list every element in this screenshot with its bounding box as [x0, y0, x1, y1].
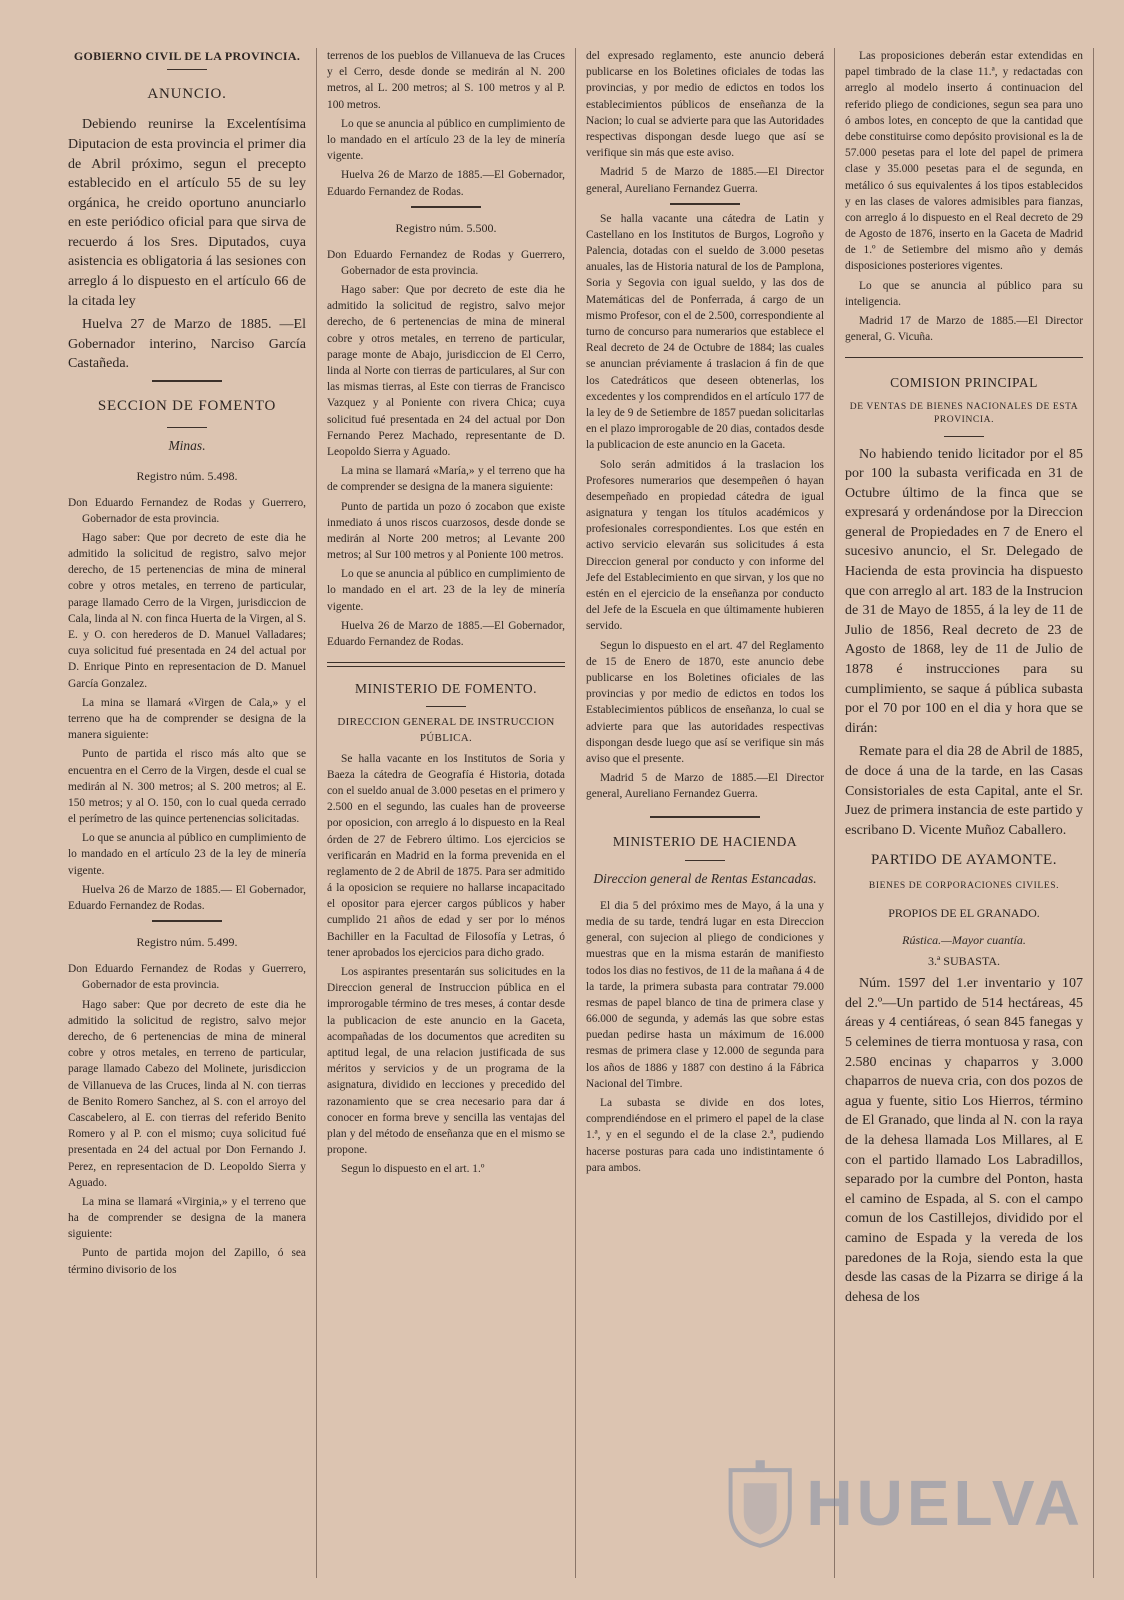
divider: [152, 920, 222, 922]
section-divider: [327, 662, 565, 667]
rustica-label: Rústica.—Mayor cuantía.: [902, 933, 1026, 948]
column-2: [317, 48, 576, 1578]
archive-watermark: [724, 1418, 1084, 1588]
registro-5500-intro: Don Eduardo Fernandez de Rodas y Guerrero, Gobernador de esta provincia.: [327, 248, 565, 277]
divider: [670, 203, 740, 205]
instruccion-cont: del expresado reglamento, este anuncio deberá publicarse en los Boletines oficiales de todas las provincias, y por medio de edictos en todos los establecimientos públicos de enseñanza de la Nacion; lo cual se advierte para que las Autoridades respectivas dispongan desde luego que así se verifique sin más que este aviso.: [586, 50, 824, 160]
anuncio-body: [68, 115, 306, 374]
divider: [426, 706, 466, 707]
registro-5499-intro: Don Eduardo Fernandez de Rodas y Guerrero, Gobernador de esta provincia.: [68, 963, 306, 992]
registro-5500-p3: Punto de partida un pozo ó zocabon que existe inmediato á unos riscos cuarzosos, desde donde se medirán al Norte 200 metros; al Levante 200 metros; al Sur 100 metros y al Poniente 100 metros.: [327, 500, 565, 562]
registro-5498-intro: Don Eduardo Fernandez de Rodas y Guerrero, Gobernador de esta provincia.: [68, 496, 306, 525]
rentas-sign: Madrid 17 de Marzo de 1885.—El Director general, G. Vicuña.: [845, 315, 1083, 344]
divider: [944, 436, 984, 437]
finca-p1: Núm. 1597 del 1.er inventario y 107 del 2.º—Un partido de 514 hectáreas, 45 áreas y 4 centiáreas, ó sean 845 fanegas y 5 celemines de tierra montuosa y rasa, con 2.580 encinas y chaparros y 3.000 chaparros de nueva cria, con dos pozos de agua y fuente, sitio Los Hierros, término de El Granado, que linda al N. con la raya de la dehesa llamada Los Millares, al E con el partido llamado Los Labradillos, separado por la cumbre del Ponton, hasta el camino de Espada, al S. con el campo comun de los Castillejos, dividido por el camino de Espada y la vereda de los paredones de la Roja, siendo esta la que desde las casas de la Pizarra se dirige á la dehesa de los: [845, 976, 1083, 1305]
anuncio-text: Debiendo reunirse la Excelentísima Diputacion de esta provincia el primer dia de Abril próximo, segun el precepto establecido en el artículo 55 de su ley orgánica, he creido oportuno anunciarlo en este periódico oficial para que sirva de recuerdo á los Sres. Diputados, cuya asistencia es obligatoria á las sesiones con arreglo á lo dispuesto en el artículo 66 de la citada ley: [68, 117, 306, 309]
ministerio-fomento-title: MINISTERIO DE FOMENTO.: [354, 681, 538, 697]
instruccion-p2: Los aspirantes presentarán sus solicitudes en la Direccion general de Instruccion pública en el improrogable término de tres meses, á contar desde la publicacion de este anuncio en la Gaceta, acompañadas de los documentos que acrediten su aptitud legal, de una relacion justificada de sus méritos y servicios y de un programa de la asignatura, dividido en lecciones y precedido del razonamiento que se crea necesario para dar á conocer en forma breve y sencilla las ventajas del plan y del método de enseñanza que en el mismo se propone.: [327, 966, 565, 1157]
rentas-p1: El dia 5 del próximo mes de Mayo, á la una y media de su tarde, tendrá lugar en esta Direccion general, con sujecion al pliego de condiciones y muestras que en la misma estarán de manifiesto todos los dias no festivos, de 11 de la mañana á 4 de la tarde, la primera subasta para contratar 79.000 resmas de papel blanco de tina de primera clase y 66.000 de segunda, y además las que sobre estas puedan pedirse hasta un máximum de 16.000 resmas de primera clase y 12.000 de segunda para los años de 1886 y 1887 con destino á la Fábrica Nacional del Timbre.: [586, 899, 824, 1090]
comision-body: [845, 445, 1083, 841]
finca-body: [845, 974, 1083, 1307]
comision-subtitle: DE VENTAS DE BIENES NACIONALES DE ESTA PROVINCIA.: [849, 401, 1079, 426]
instruccion-p1: Se halla vacante en los Institutos de Soria y Baeza la cátedra de Geografía é Historia, dotada con el sueldo anual de 3.000 pesetas en el primero y 2.500 en el segundo, las cuales han de proveerse por oposicion, con arreglo á lo dispuesto en la Real órden de 27 de Febrero último. Los ejercicios se verificarán en Madrid en la forma prevenida en el reglamento de 2 de Abril de 1875. Para ser admitido á la oposicion se requiere no hallarse incapacitado el opositor para ejercer cargos públicos y haber cumplido 21 años de edad y ser por lo ménos Bachiller en la Facultad de Filosofía y Letras, ó tener aprobados los ejercicios para dicho grado.: [327, 752, 565, 959]
registro-5499-cont: terrenos de los pueblos de Villanueva de las Cruces y el Cerro, desde donde se medirán al N. 200 metros, al L. 200 metros; al S. 100 metros y al P. 100 metros.: [327, 50, 565, 111]
registro-5500-p2: La mina se llamará «María,» y el terreno que ha de comprender se designa de la manera siguiente:: [327, 465, 565, 494]
registro-5499-p2: La mina se llamará «Virginia,» y el terreno que ha de comprender se designa de la manera siguiente:: [68, 1195, 306, 1241]
registro-5500-title: Registro núm. 5.500.: [395, 220, 497, 235]
rentas-p3: Las proposiciones deberán estar extendidas en papel timbrado de la clase 11.ª, y redactadas con arreglo al modelo inserto á continuacion del referido pliego de condiciones, segun sea para uno ó ambos lotes, en concepto de que la cantidad que debe constituirse como depósito provisional es la de 57.000 pesetas para el lote del papel de primera clase y 35.000 pesetas para el de segunda, en metálico ó sus equivalentes á los tipos establecidos y en las clases de valores admisibles para fianzas, con arreglo á lo dispuesto en el Real decreto de 29 de Agosto de 1876, inserto en la Gaceta de Madrid de 1.º de Setiembre del mismo año y demás disposiciones posteriores vigentes.: [845, 50, 1083, 273]
divider: [685, 860, 725, 861]
registro-5498-p4: Lo que se anuncia al público en cumplimiento de lo mandado en el artículo 23 de la ley de minería vigente.: [68, 832, 306, 877]
section-divider: [845, 357, 1083, 361]
anuncio-sign: Huelva 27 de Marzo de 1885. —El Gobernador interino, Narciso García Castañeda.: [68, 317, 306, 372]
column-3: [576, 48, 835, 1578]
subasta-label: 3.ª SUBASTA.: [927, 954, 1001, 969]
registro-5499-anuncia: Lo que se anuncia al público en cumplimiento de lo mandado en el artículo 23 de la ley de minería vigente.: [327, 117, 565, 163]
registro-5499-title: Registro núm. 5.499.: [136, 935, 238, 950]
instruccion-sign-1: Madrid 5 de Marzo de 1885.—El Director general, Aureliano Fernandez Guerra.: [586, 166, 824, 195]
instruccion-p3: Segun lo dispuesto en el art. 1.º: [341, 1163, 485, 1176]
fomento-title: SECCION DE FOMENTO: [97, 398, 277, 415]
registro-5500-p1: Hago saber: Que por decreto de este dia he admitido la solicitud de registro, salvo mejor derecho, de 6 pertenencias de mina de mineral cobre y otros metales, en terreno de particular, parage monte de Abajo, jurisdiccion de El Cerro, linda al Norte con tierras de particulares, al Sur con las mismas tierras, al Este con tierras de Francisco Vazquez y al Poniente con rivera Chica; cuya solicitud fué presentada en 24 del actual por Don Fernando Perez Machado, representante de D. Leopoldo Sierra y Aguado.: [327, 284, 565, 458]
vacante-p1: Se halla vacante una cátedra de Latin y Castellano en los Institutos de Burgos, Logroño y Palencia, dotadas con el sueldo de 3.000 pesetas anuales, las de Historia natural de los de Pamplona, Soria y Segovia con igual sueldo, y las dos de Matemáticas del de Ponferrada, á cargo de un mismo Profesor, con el de 2.500, correspondiente al turno de concurso para numerarios que establece el Real decreto de 24 de Octubre de 1884; las cuales se anuncian préviamente á traslacion á fin de que los Catedráticos que deseen obtenerlas, los excedentes y los comprendidos en el artículo 177 de la ley de 9 de Setiembre de 1857 puedan solicitarlas en el plazo improrogable de 20 dias, contados desde la publicacion de este anuncio en la Gaceta.: [586, 212, 824, 452]
coat-of-arms-icon: [724, 1433, 796, 1573]
registro-5498-sign: Huelva 26 de Marzo de 1885.— El Gobernador, Eduardo Fernandez de Rodas.: [68, 883, 306, 913]
propios-title: PROPIOS DE EL GRANADO.: [888, 906, 1040, 921]
registro-5498-title: Registro núm. 5.498.: [136, 468, 238, 483]
registro-5498-p2: La mina se llamará «Virgen de Cala,» y el terreno que ha de comprender se designa de la manera siguiente:: [68, 696, 306, 742]
divider: [167, 427, 207, 428]
divider: [650, 816, 760, 818]
vacante-p2: Solo serán admitidos á la traslacion los Profesores numerarios que desempeñen ó hayan desempeñado en propiedad cátedra de igual asignatura y tengan los títulos académicos y profesionales correspondientes. Los que estén en activo servicio elevarán sus solicitudes á esta Direccion general por conducto y con informe del Jefe del Establecimiento en que sirvan, y los que no estén en el ejercicio de la enseñanza por conducto del Jefe de la Escuela en que últimamente hubieren servido.: [586, 458, 824, 633]
comision-title: COMISION PRINCIPAL: [890, 375, 1038, 391]
rentas-p2: La subasta se divide en dos lotes, comprendiéndose en el primero el papel de la clase 1.ª, y en el segundo el de la clase 2.ª, pudiendo hacerse posturas para cada uno indistintamente ó para ambos.: [586, 1097, 824, 1174]
registro-5499-p3: Punto de partida mojon del Zapillo, ó sea término divisorio de los: [68, 1247, 306, 1276]
registro-5499-sign: Huelva 26 de Marzo de 1885.—El Gobernador, Eduardo Fernandez de Rodas.: [327, 169, 565, 198]
anuncio-title: ANUNCIO.: [147, 86, 227, 103]
comision-p1: No habiendo tenido licitador por el 85 por 100 la subasta verificada en 31 de Octubre último de la finca que se expresará y ordenándose por la Direccion general de Propiedades en 7 de Enero el sucesivo anuncio, el Sr. Delegado de Hacienda de esta provincia ha dispuesto que con arreglo al art. 183 de la Instrucion de 31 de Mayo de 1855, á la ley de 11 de Julio de 1856, Real decreto de 23 de Agosto de 1868, ley de 11 de Julio de 1878 é instrucciones para su cumplimiento, se saque á pública subasta por el 70 por 100 en el dia y hora que se dirán:: [845, 446, 1083, 736]
divider: [152, 380, 222, 382]
divider: [167, 69, 207, 70]
registro-5498-p3: Punto de partida el risco más alto que se encuentra en el Cerro de la Virgen, desde el cual se medirán al N. 300 metros; al S. 200 metros; al E. 150 metros; y al O. 150, con lo cual queda cerrado el perímetro de las quince pertenencias solicitadas.: [68, 748, 306, 826]
partido-title: PARTIDO DE AYAMONTE.: [871, 852, 1057, 869]
column-4: [835, 48, 1094, 1578]
minas-title: Minas.: [168, 438, 206, 454]
registro-5500-sign: Huelva 26 de Marzo de 1885.—El Gobernador, Eduardo Fernandez de Rodas.: [327, 619, 565, 649]
direccion-instruccion-title: DIRECCION GENERAL DE INSTRUCCION PÚBLICA.: [337, 716, 555, 744]
registro-5499-p1: Hago saber: Que por decreto de este dia he admitido la solicitud de registro, salvo mejor derecho, de 6 pertenencias de mina de mineral cobre y otros metales, en terreno de particular, parage llamado Cabezo del Molinete, jurisdiccion de Villanueva de las Cruces, linda al N. con tierras de Benito Romero Sanchez, al S. con el arroyo del Cascabelero, al E. con tierras del referido Benito Romero y al P. con el mismo; cuya solicitud fué presentada en 24 del actual por Don Fernando J. Perez, en representacion de D. Leopoldo Sierra y Aguado.: [68, 998, 306, 1189]
watermark-text: HUELVA: [806, 1467, 1084, 1539]
bienes-subtitle: BIENES DE CORPORACIONES CIVILES.: [868, 880, 1060, 891]
registro-5500-p4: Lo que se anuncia al público en cumplimiento de lo mandado en el art. 23 de la ley de minería vigente.: [327, 568, 565, 613]
rentas-title: Direccion general de Rentas Estancadas.: [593, 870, 817, 886]
instruccion-sign-2: Madrid 5 de Marzo de 1885.—El Director general, Aureliano Fernandez Guerra.: [586, 772, 824, 801]
gov-header: GOBIERNO CIVIL DE LA PROVINCIA.: [73, 49, 301, 63]
vacante-p3: Segun lo dispuesto en el art. 47 del Reglamento de 15 de Enero de 1870, este anuncio debe publicarse en los Boletines oficiales de las provincias y por medio de edictos en todos los Establecimientos públicos de enseñanza, lo cual se advierte para que las autoridades respectivas dispongan desde luego que así se verifique sin más aviso que el presente.: [586, 639, 824, 765]
column-1: [58, 48, 317, 1578]
comision-p2: Remate para el dia 28 de Abril de 1885, de doce á una de la tarde, en las Casas Consistoriales de esta Capital, ante el Sr. Juez de primera instancia de este partido y escribano D. Vicente Muñoz Caballero.: [845, 744, 1083, 838]
divider: [411, 206, 481, 208]
registro-5498-p1: Hago saber: Que por decreto de este dia he admitido la solicitud de registro, salvo mejor derecho, de 15 pertenencias de mina de mineral cobre y otros metales, en terreno de particular, parage llamado Cerro de la Virgen, jurisdiccion de Cala, linda al N. con finca Huerta de la Virgen, al S. E. y O. con herederos de D. Manuel Valladares; cuya solicitud fué presentada en 24 del actual por D. Enrique Pinto en representacion de D. Manuel García Gonzalez.: [68, 531, 306, 690]
rentas-p4: Lo que se anuncia al público para su inteligencia.: [845, 279, 1083, 308]
ministerio-hacienda-title: MINISTERIO DE HACIENDA: [612, 834, 798, 850]
